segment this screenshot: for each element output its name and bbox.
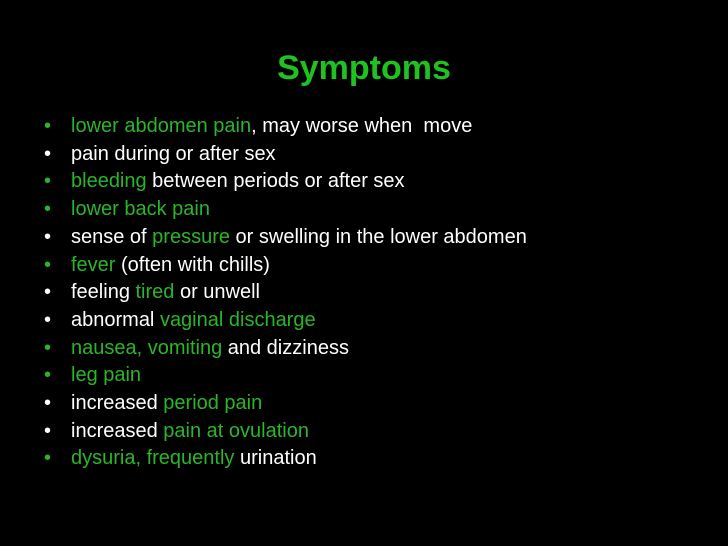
bullet-text: between periods or after sex <box>146 170 405 193</box>
bullet-item <box>44 279 714 307</box>
highlighted-text: fever <box>71 253 116 276</box>
bullet-item <box>44 168 714 196</box>
bullet-text: , may worse when move <box>251 115 473 137</box>
bullet-item <box>44 307 714 335</box>
bullet-text: or unwell <box>174 281 261 304</box>
bullet-text: increased <box>71 419 164 442</box>
symptom-bullet-list <box>44 113 714 473</box>
bullet-mark-icon: • <box>44 419 52 442</box>
bullet-mark-icon: • <box>44 447 52 470</box>
highlighted-text: period pain <box>163 392 263 415</box>
bullet-mark-icon: • <box>44 308 52 331</box>
bullet-item <box>44 141 714 169</box>
highlighted-text: dysuria, frequently <box>71 447 235 470</box>
bullet-text: abnormal <box>71 308 160 331</box>
highlighted-text: nausea, vomiting <box>71 336 223 359</box>
bullet-mark-icon: • <box>44 253 52 276</box>
highlighted-text: leg pain <box>71 364 142 387</box>
bullet-item <box>44 252 714 280</box>
slide-title: Symptoms <box>277 49 451 87</box>
bullet-mark-icon: • <box>44 170 52 193</box>
bullet-text: (often with chills) <box>115 253 270 276</box>
highlighted-text: bleeding <box>71 170 147 193</box>
bullet-item <box>44 362 714 390</box>
bullet-mark-icon: • <box>44 225 52 248</box>
bullet-item <box>44 196 714 224</box>
bullet-mark-icon: • <box>44 364 52 387</box>
bullet-mark-icon: • <box>44 281 52 304</box>
bullet-item <box>44 113 714 141</box>
highlighted-text: pressure <box>152 225 230 248</box>
bullet-item <box>44 335 714 363</box>
highlighted-text: vaginal discharge <box>159 308 316 331</box>
bullet-text: and dizziness <box>222 336 349 359</box>
highlighted-text: lower back pain <box>71 198 210 221</box>
bullet-text: feeling <box>71 281 136 304</box>
bullet-item <box>44 390 714 418</box>
bullet-mark-icon: • <box>44 115 52 137</box>
bullet-text: sense of <box>71 225 153 248</box>
bullet-item <box>44 224 714 252</box>
bullet-text: increased <box>71 392 164 415</box>
highlighted-text: pain at ovulation <box>163 419 309 442</box>
bullet-text: pain during or after sex <box>71 142 276 165</box>
bullet-item <box>44 418 714 446</box>
bullet-item <box>44 445 714 473</box>
bullet-mark-icon: • <box>44 392 52 415</box>
bullet-text: urination <box>234 447 317 470</box>
bullet-text: or swelling in the lower abdomen <box>229 225 527 248</box>
bullet-mark-icon: • <box>44 142 52 165</box>
bullet-mark-icon: • <box>44 198 52 221</box>
highlighted-text: lower abdomen pain <box>71 115 252 137</box>
highlighted-text: tired <box>135 281 175 304</box>
bullet-mark-icon: • <box>44 336 52 359</box>
